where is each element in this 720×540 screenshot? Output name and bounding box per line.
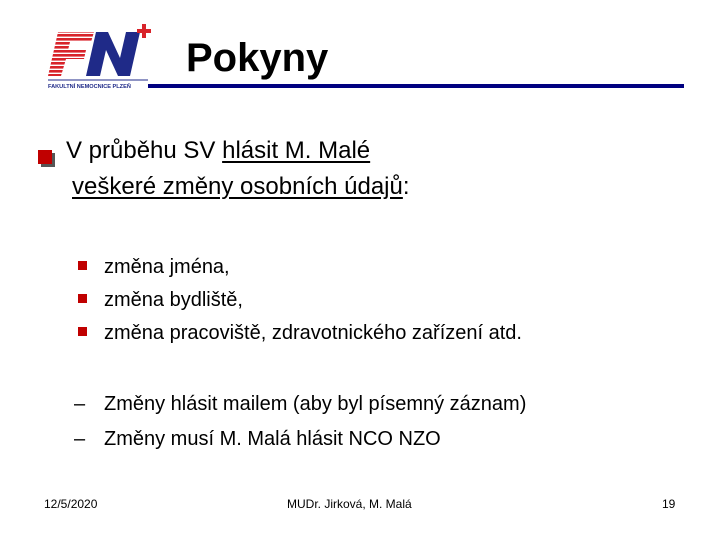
footer-author: MUDr. Jirková, M. Malá	[287, 497, 412, 511]
sub-item-text: změna pracoviště, zdravotnického zařízení atd.	[104, 322, 522, 344]
bullet-underlined-1: hlásit M. Malé	[222, 137, 371, 164]
title-divider	[148, 84, 684, 88]
bullet-suffix: :	[402, 173, 410, 200]
hospital-logo	[44, 22, 156, 94]
square-bullet-icon	[78, 327, 87, 336]
bullet-prefix: V průběhu SV	[66, 137, 223, 164]
footer-page-number: 19	[662, 497, 676, 511]
dash-item-text: Změny hlásit mailem (aby byl písemný záznam)	[104, 393, 527, 415]
logo-caption: FAKULTNÍ NEMOCNICE PLZEŇ	[48, 84, 131, 90]
dash-bullet-icon: –	[74, 393, 86, 415]
page-title: Pokyny	[186, 36, 329, 80]
sub-item-text: změna bydliště,	[104, 289, 243, 311]
dash-item-text: Změny musí M. Malá hlásit NCO NZO	[104, 428, 441, 450]
dash-bullet-icon: –	[74, 428, 86, 450]
square-bullet-icon	[78, 261, 87, 270]
fn-logo-icon	[44, 22, 156, 94]
square-bullet-icon	[78, 294, 87, 303]
bullet-line-2	[72, 170, 410, 204]
checkbox-bullet-icon	[38, 143, 55, 160]
sub-item-text: změna jména,	[104, 256, 230, 278]
bullet-underlined-2: veškeré změny osobních údajů	[72, 173, 403, 200]
footer-date: 12/5/2020	[44, 497, 98, 511]
bullet-line-1	[66, 134, 370, 168]
